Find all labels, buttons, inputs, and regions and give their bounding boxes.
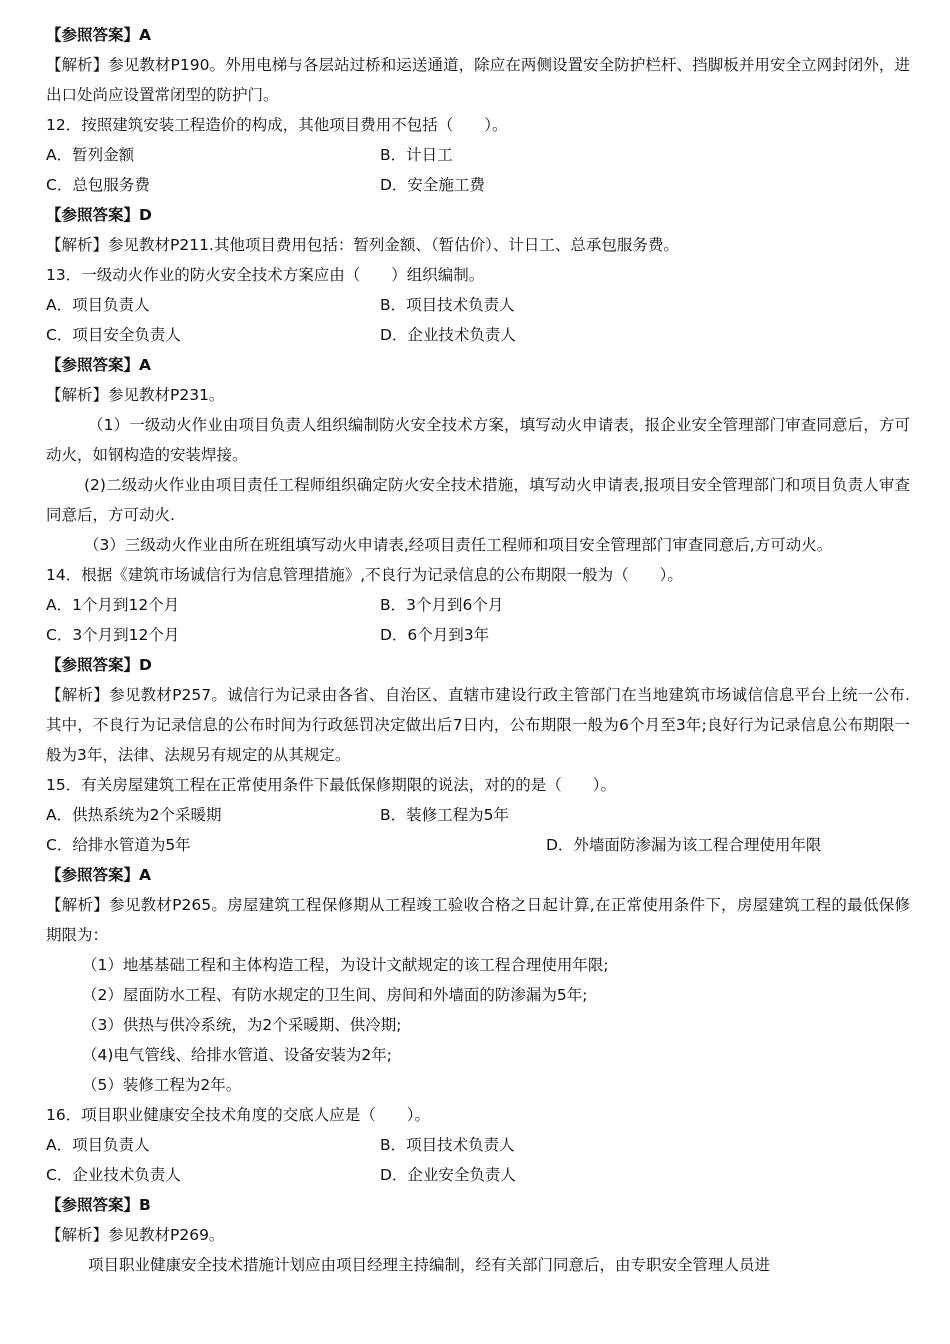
options-row [46,1160,910,1190]
option-c: C．项目安全负责人 [46,326,181,344]
option-a: A．项目负责人 [46,296,150,314]
options-row [46,590,910,620]
option-c: C．给排水管道为5年 [46,836,191,854]
options-row [46,800,910,830]
answer-13: 【参照答案】A [46,356,151,374]
option-c: C．3个月到12个月 [46,626,180,644]
explanation-15-item-4: （4)电气管线、给排水管道、设备安装为2年; [82,1046,392,1064]
question-15: 15．有关房屋建筑工程在正常使用条件下最低保修期限的说法，对的的是（ ）。 [46,776,616,794]
explanation-12: 【解析】参见教材P211.其他项目费用包括：暂列金额、（暂估价）、计日工、总承包服务费。 [46,236,679,254]
options-row [46,620,910,650]
explanation-13: 【解析】参见教材P231。 [46,386,225,404]
explanation-15-item-2: （2）屋面防水工程、有防水规定的卫生间、房间和外墙面的防渗漏为5年; [82,986,588,1004]
option-a: A．供热系统为2个采暖期 [46,806,222,824]
option-d: D．安全施工费 [380,176,485,194]
explanation-13-item-1: （1）一级动火作业由项目负责人组织编制防火安全技术方案，填写动火申请表，报企业安全管理部门审查同意后，方可动火，如钢构造的安装焊接。 [46,416,910,464]
option-a: A．1个月到12个月 [46,596,180,614]
question-13: 13．一级动火作业的防火安全技术方案应由（ ）组织编制。 [46,266,485,284]
options-row [46,320,910,350]
answer-16: 【参照答案】B [46,1196,151,1214]
explanation-15-item-3: （3）供热与供冷系统，为2个采暖期、供冷期; [82,1016,402,1034]
explanation-11: 【解析】参见教材P190。外用电梯与各层站过桥和运送通道，除应在两侧设置安全防护栏杆、挡脚板并用安全立网封闭外，进出口处尚应设置常闭型的防护门。 [46,56,910,104]
option-b: B．3个月到6个月 [380,596,504,614]
explanation-13-item-3: （3）三级动火作业由所在班组填写动火申请表,经项目责任工程师和项目安全管理部门审查同意后,方可动火。 [84,536,833,554]
options-row [46,290,910,320]
option-d: D．6个月到3年 [380,626,490,644]
option-b: B．项目技术负责人 [380,1136,515,1154]
question-12: 12．按照建筑安装工程造价的构成，其他项目费用不包括（ ）。 [46,116,508,134]
option-c: C．企业技术负责人 [46,1166,181,1184]
explanation-15: 【解析】参见教材P265。房屋建筑工程保修期从工程竣工验收合格之日起计算,在正常使用条件下，房屋建筑工程的最低保修期限为： [46,896,910,944]
explanation-15-item-5: （5）装修工程为2年。 [82,1076,242,1094]
answer-14: 【参照答案】D [46,656,152,674]
answer-11: 【参照答案】A [46,26,151,44]
option-b: B．项目技术负责人 [380,296,515,314]
explanation-16: 【解析】参见教材P269。 [46,1226,225,1244]
answer-15: 【参照答案】A [46,866,151,884]
question-16: 16．项目职业健康安全技术角度的交底人应是（ ）。 [46,1106,430,1124]
answer-12: 【参照答案】D [46,206,152,224]
option-b: B．计日工 [380,146,453,164]
options-row [46,170,910,200]
explanation-16-body: 项目职业健康安全技术措施计划应由项目经理主持编制，经有关部门同意后，由专职安全管理人员进 [88,1256,771,1274]
explanation-14: 【解析】参见教材P257。诚信行为记录由各省、自治区、直辖市建设行政主管部门在当地建筑市场诚信信息平台上统一公布.其中，不良行为记录信息的公布时间为行政惩罚决定做出后7日内，公布期限一般为6个月至3年;良好行为记录信息公布期限一般为3年，法律、法规另有规定的从其规定。 [46,686,910,764]
option-c: C．总包服务费 [46,176,150,194]
option-d: D．外墙面防渗漏为该工程合理使用年限 [546,836,822,854]
option-a: A．暂列金额 [46,146,135,164]
explanation-13-item-2: (2)二级动火作业由项目责任工程师组织确定防火安全技术措施，填写动火申请表,报项目安全管理部门和项目负责人审查同意后，方可动火. [46,476,910,524]
option-a: A．项目负责人 [46,1136,150,1154]
options-row [46,1130,910,1160]
option-b: B．装修工程为5年 [380,806,509,824]
option-d: D．企业安全负责人 [380,1166,516,1184]
question-14: 14．根据《建筑市场诚信行为信息管理措施》,不良行为记录信息的公布期限一般为（ ）。 [46,566,683,584]
options-row [46,830,910,860]
option-d: D．企业技术负责人 [380,326,516,344]
explanation-15-item-1: （1）地基基础工程和主体构造工程，为设计文献规定的该工程合理使用年限; [82,956,609,974]
options-row [46,140,910,170]
